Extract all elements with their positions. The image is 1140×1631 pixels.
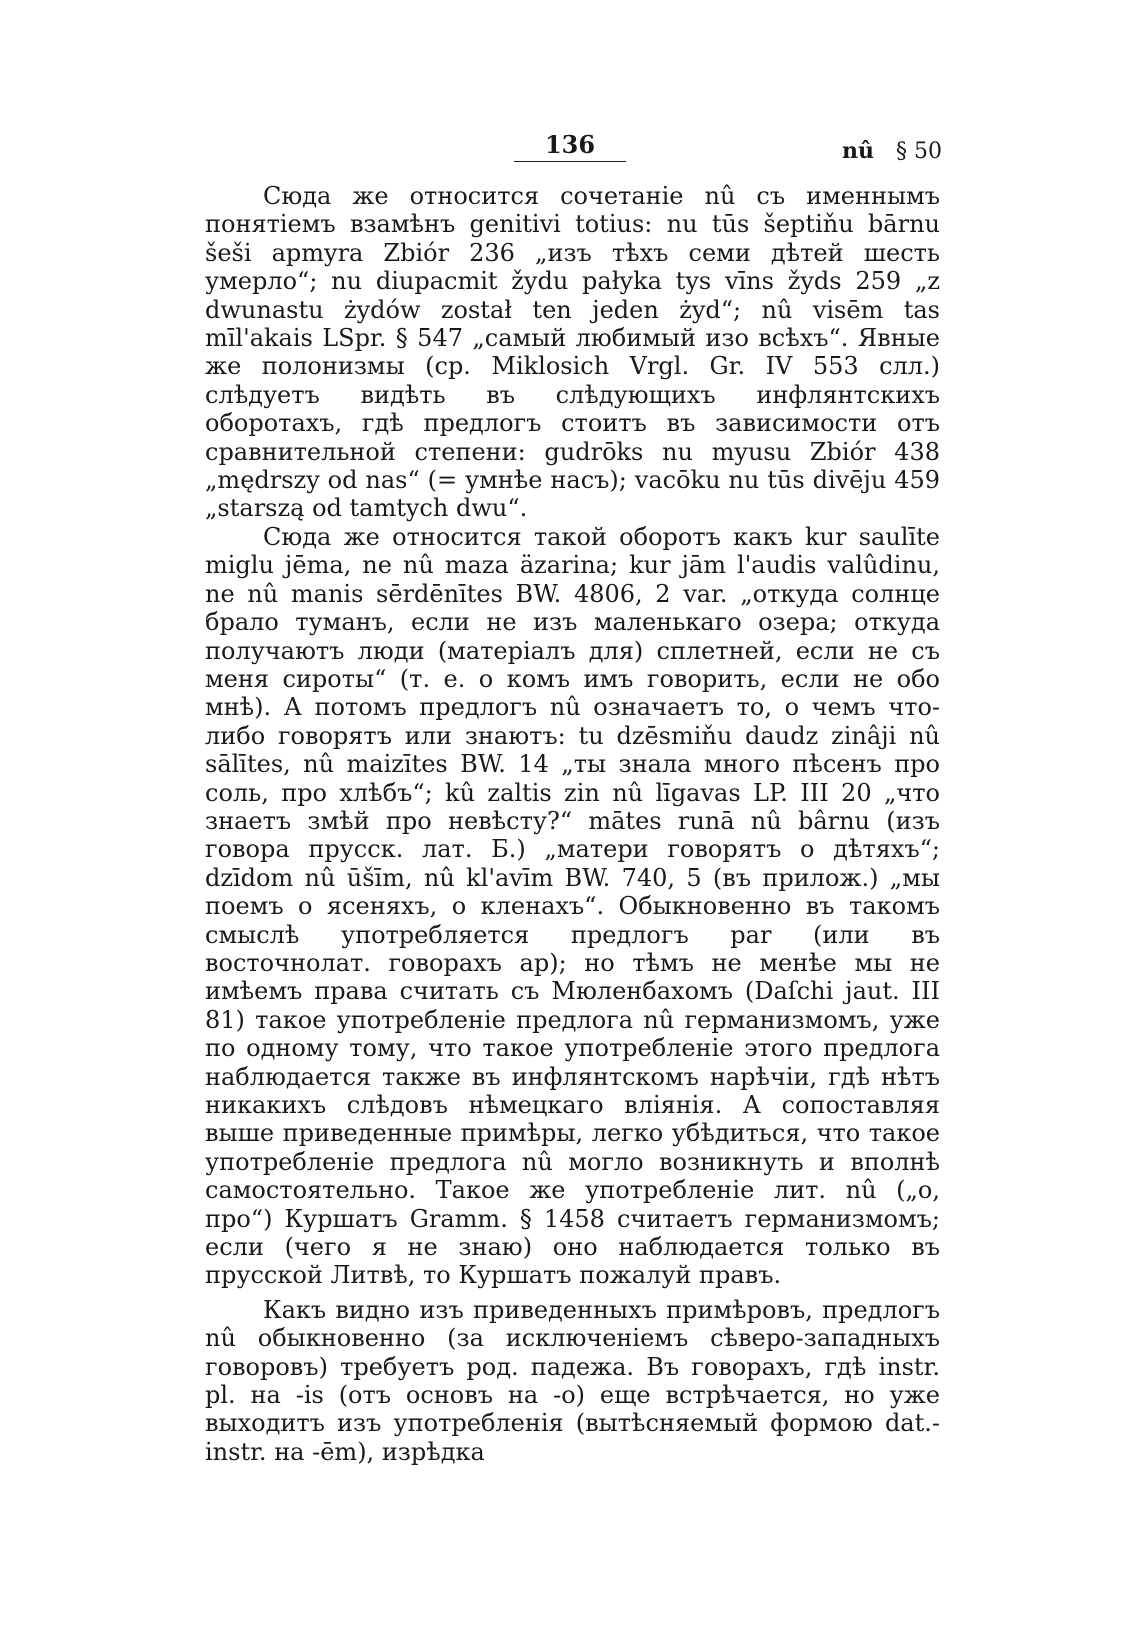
running-head-section: § 50	[896, 139, 942, 164]
page-number: 136	[544, 130, 596, 159]
paragraph-1: Сюда же относится сочетанiе nû съ именнымъ понятiемъ взамѣнъ genitivi totius: nu tūs šeptiňu bārnu šeši apmyra Zbiór 236 „изъ тѣхъ семи дѣтей шесть умерло“; nu diupacmit žydu pałyka tys vīns žyds 259 „z dwunastu żydów został ten jeden żyd“; nû visēm tas mīl'akais LSpr. § 547 „самый любимый изо всѣхъ“. Явные же полонизмы (ср. Miklosich Vrgl. Gr. IV 553 слл.) слѣдуетъ видѣть въ слѣдующихъ инфлянтскихъ оборотахъ, гдѣ предлогъ стоитъ въ зависимости отъ сравнительной степени: gudrōks nu myusu Zbiór 438 „mędrszy od nas“ (= умнѣе насъ); vacōku nu tūs divēju 459 „starszą od tamtych dwu“.	[205, 182, 940, 523]
running-head-word: nû	[842, 138, 874, 164]
running-head	[842, 138, 942, 164]
body-text	[205, 182, 940, 1466]
paragraph-2: Сюда же относится такой оборотъ какъ kur saulīte miglu jēma, ne nû maza äzarina; kur jām l'audis valûdinu, ne nû manis sērdēnītes BW. 4806, 2 var. „откуда солнце брало туманъ, если не изъ маленькаго озера; откуда получаютъ люди (матерiалъ для) сплетней, если не съ меня сироты“ (т. е. о комъ имъ говорить, если не обо мнѣ). А потомъ предлогъ nû означаетъ то, о чемъ что-либо говорятъ или знаютъ: tu dzēsmiňu daudz zinâji nû sālītes, nû maizītes BW. 14 „ты знала много пѣсенъ про соль, про хлѣбъ“; kû zaltis zin nû līgavas LP. III 20 „что знаетъ змѣй про невѣсту?“ mātes runā nû bârnu (изъ говора прусск. лат. Б.) „матери говорятъ о дѣтяхъ“; dzīdom nû ūšīm, nû kl'avīm BW. 740, 5 (въ прилож.) „мы поемъ о ясеняхъ, о кленахъ“. Обыкновенно въ такомъ смыслѣ употребляется предлогъ par (или въ восточнолат. говорахъ ap); но тѣмъ не менѣе мы не имѣемъ права считать съ Мюленбахомъ (Daſchi jaut. III 81) такое употребленiе предлога nû германизмомъ, уже по одному тому, что такое употребленiе этого предлога наблюдается также въ инфлянтскомъ нарѣчiи, гдѣ нѣтъ никакихъ слѣдовъ нѣмецкаго влiянiя. А сопоставляя выше приведенные примѣры, легко убѣдиться, что такое употребленiе предлога nû могло возникнуть и вполнѣ самостоятельно. Такое же употребленiе лит. nû („о, про“) Куршатъ Gramm. § 1458 считаетъ германизмомъ; если (чего я не знаю) оно наблюдается только въ прусской Литвѣ, то Куршатъ пожалуй правъ.	[205, 522, 940, 1290]
paragraph-3: Какъ видно изъ приведенныхъ примѣровъ, предлогъ nû обыкновенно (за исключенiемъ сѣверо-западныхъ говоровъ) требуетъ род. падежа. Въ говорахъ, гдѣ instr. pl. на -is (отъ основъ на -o) еще встрѣчается, но уже выходитъ изъ употребленiя (вытѣсняемый формою dat.-instr. на -ēm), изрѣдка	[205, 1295, 940, 1466]
page-number-rule	[514, 161, 626, 162]
